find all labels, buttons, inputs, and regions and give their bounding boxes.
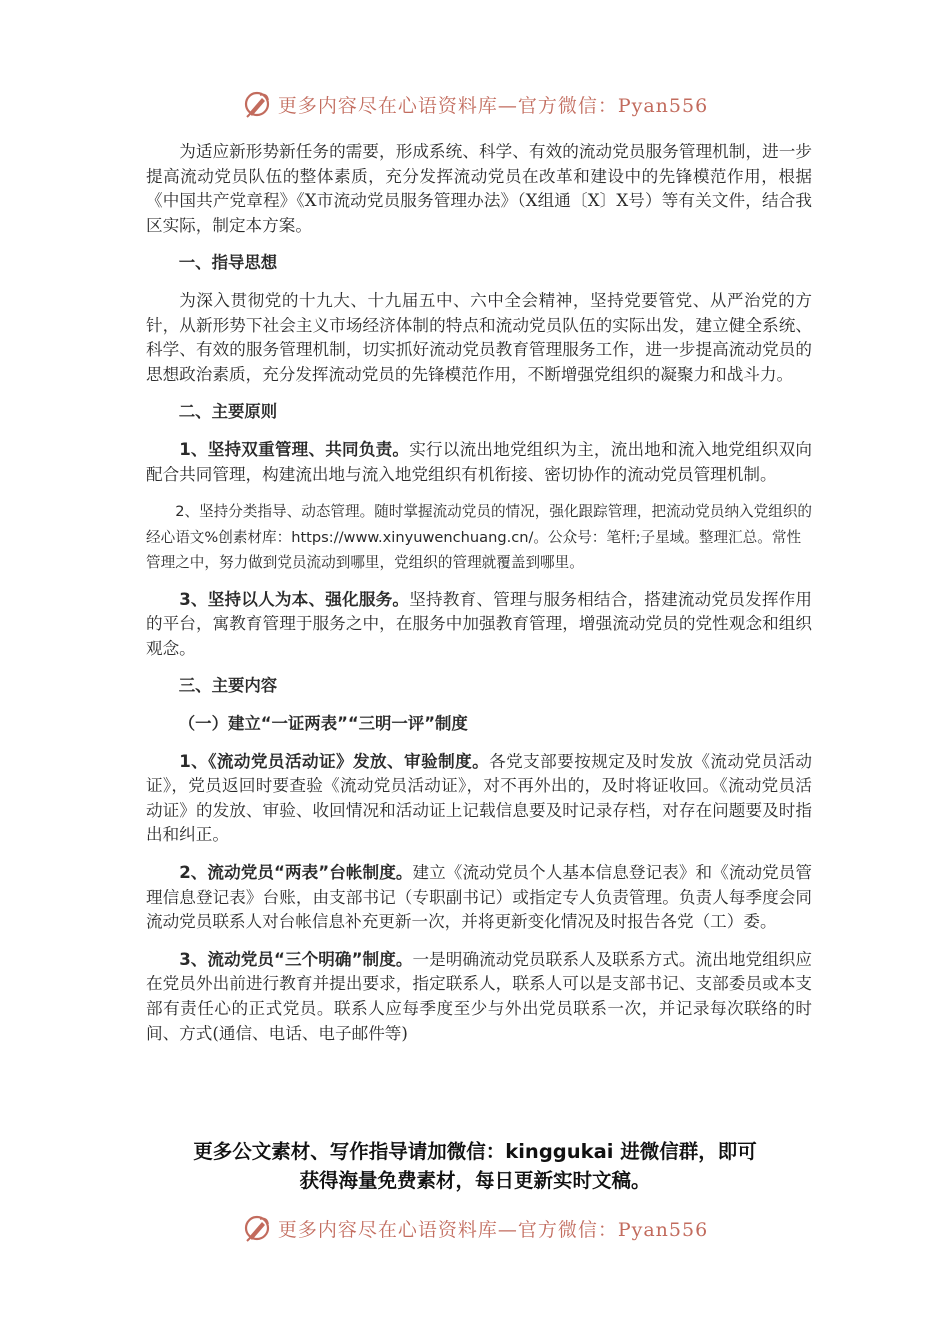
content-2-lead: 2、流动党员“两表”台帐制度。 bbox=[179, 862, 413, 882]
guiding-thought-paragraph: 为深入贯彻党的十九大、十九届五中、六中全会精神，坚持党要管党、从严治党的方针，从新形势下社会主义市场经济体制的特点和流动党员队伍的实际出发，建立健全系统、科学、有效的服务管理机制，切实抓好流动党员教育管理服务工作，进一步提高流动党员的思想政治素质，充分发挥流动党员的先锋模范作用，不断增强党组织的凝聚力和战斗力。 bbox=[146, 290, 812, 384]
principle-3-paragraph bbox=[146, 588, 812, 662]
subsection-heading-one: （一）建立“一证两表”“三明一评”制度 bbox=[178, 714, 468, 733]
content-1-body: 各党支部要按规定及时发放《流动党员活动证》，党员返回时要查验《流动党员活动证》，对不再外出的，及时将证收回。《流动党员活动证》的发放、审验、收回情况和活动证上记载信息要及时记录存档，对存在问题要及时指出和纠正。 bbox=[146, 751, 813, 845]
principle-2-paragraph: 2、坚持分类指导、动态管理。随时掌握流动党员的情况，强化跟踪管理，把流动党员纳入党组织的经心语文%创素材库：https://www.xinyuwenchuang.cn/。公众号：笔杆;子星域。整理汇总。常性管理之中，努力做到党员流动到哪里，党组织的管理就覆盖到哪里。 bbox=[146, 503, 813, 572]
section-heading-main-content: 三、主要内容 bbox=[178, 676, 278, 696]
content-3-paragraph bbox=[146, 948, 812, 1046]
content-3-lead: 3、流动党员“三个明确”制度。 bbox=[179, 949, 413, 969]
principle-3-body: 坚持教育、管理与服务相结合，搭建流动党员发挥作用的平台，寓教育管理于服务之中，在服务中加强教育管理，增强流动党员的党性观念和组织观念。 bbox=[146, 589, 813, 658]
principle-1-lead: 1、坚持双重管理、共同负责。 bbox=[179, 439, 410, 459]
footer-banner bbox=[0, 1208, 950, 1248]
section-heading-guiding-thought: 一、指导思想 bbox=[178, 253, 278, 273]
pen-logo-icon bbox=[242, 1213, 272, 1243]
content-3-body: 一是明确流动党员联系人及联系方式。流出地党组织应在党员外出前进行教育并提出要求，指定联系人，联系人可以是支部书记、支部委员或本支部有责任心的正式党员。联系人应每季度至少与外出党员联系一次，并记录每次联络的时间、方式(通信、电话、电子邮件等) bbox=[146, 949, 813, 1043]
promo-line-2: 获得海量免费素材，每日更新实时文稿。 bbox=[299, 1169, 651, 1192]
banner-text: 更多内容尽在心语资料库—官方微信：Pyan556 bbox=[277, 1218, 709, 1241]
banner-text: 更多内容尽在心语资料库—官方微信：Pyan556 bbox=[277, 94, 709, 117]
principle-3-lead: 3、坚持以人为本、强化服务。 bbox=[179, 589, 410, 609]
content-1-lead: 1、《流动党员活动证》发放、审验制度。 bbox=[179, 751, 490, 771]
promo-line-1: 更多公文素材、写作指导请加微信：kinggukai 进微信群，即可 bbox=[193, 1140, 757, 1163]
pen-logo-icon bbox=[242, 89, 272, 119]
header-banner bbox=[0, 84, 950, 124]
promo-block bbox=[0, 1137, 950, 1195]
document-body bbox=[146, 140, 812, 1046]
principle-1-body: 实行以流出地党组织为主，流出地和流入地党组织双向配合共同管理，构建流出地与流入地党组织有机衔接、密切协作的流动党员管理机制。 bbox=[146, 439, 813, 484]
content-2-body: 建立《流动党员个人基本信息登记表》和《流动党员管理信息登记表》台账，由支部书记（专职副书记）或指定专人负责管理。负责人每季度会同流动党员联系人对台帐信息补充更新一次，并将更新变化情况及时报告各党（工）委。 bbox=[146, 862, 813, 932]
intro-paragraph: 为适应新形势新任务的需要，形成系统、科学、有效的流动党员服务管理机制，进一步提高流动党员队伍的整体素质，充分发挥流动党员在改革和建设中的先锋模范作用，根据《中国共产党章程》《X市流动党员服务管理办法》（X组通〔X〕X号）等有关文件，结合我区实际，制定本方案。 bbox=[146, 142, 812, 235]
principle-1-paragraph bbox=[146, 438, 812, 487]
section-heading-principles: 二、主要原则 bbox=[178, 402, 278, 422]
content-1-paragraph bbox=[146, 750, 812, 848]
content-2-paragraph bbox=[146, 861, 812, 935]
